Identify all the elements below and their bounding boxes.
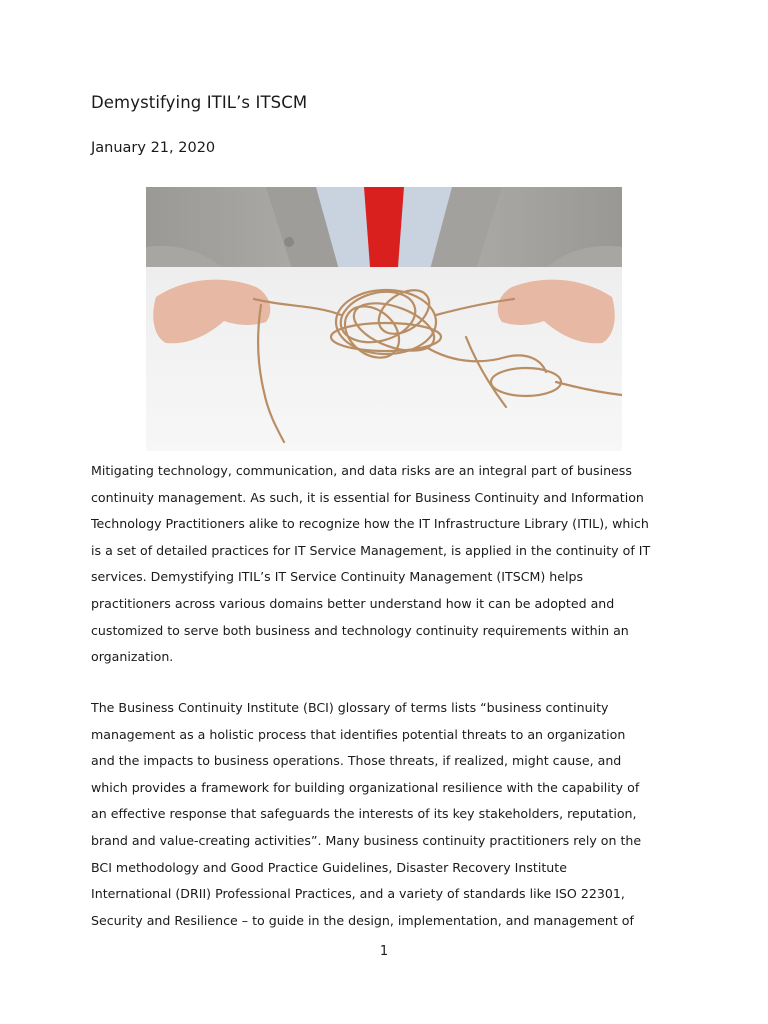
paragraph-line: Mitigating technology, communication, and data risks are an integral part of business [91, 463, 632, 478]
paragraph-intro [91, 458, 691, 671]
paragraph-line: is a set of detailed practices for IT Service Management, is applied in the continuity of IT [91, 542, 651, 558]
paragraph-line: customized to serve both business and technology continuity requirements within an [91, 622, 629, 638]
paragraph-line: BCI methodology and Good Practice Guidelines, Disaster Recovery Institute [91, 859, 567, 875]
paragraph-bci [91, 695, 691, 934]
paragraph-line: continuity management. As such, it is essential for Business Continuity and Information [91, 489, 644, 505]
page-number: 1 [379, 944, 389, 959]
paragraph-line: International (DRII) Professional Practices, and a variety of standards like ISO 22301, [91, 886, 625, 902]
paragraph-line: practitioners across various domains better understand how it can be adopted and [91, 595, 615, 611]
paragraph-line: and the impacts to business operations. Those threats, if realized, might cause, and [91, 753, 622, 769]
document-date: January 21, 2020 [91, 140, 216, 156]
paragraph-line: The Business Continuity Institute (BCI) glossary of terms lists “business continuity [91, 700, 609, 715]
paragraph-line: services. Demystifying ITIL’s IT Service Continuity Management (ITSCM) helps [91, 569, 584, 585]
paragraph-line: management as a holistic process that identifies potential threats to an organization [91, 726, 626, 742]
paragraph-line: Security and Resilience – to guide in the design, implementation, and management of [91, 912, 634, 928]
paragraph-line: organization. [91, 649, 174, 665]
article-photo [146, 187, 622, 451]
paragraph-line: brand and value-creating activities”. Many business continuity practitioners rely on the [91, 832, 642, 848]
paragraph-line: Technology Practitioners alike to recognize how the IT Infrastructure Library (ITIL), which [91, 516, 649, 532]
document-title: Demystifying ITIL’s ITSCM [91, 93, 308, 112]
photo-tangled-rope-icon [146, 187, 622, 451]
paragraph-line: which provides a framework for building organizational resilience with the capability of [91, 779, 640, 795]
paragraph-line: an effective response that safeguards the interests of its key stakeholders, reputation, [91, 806, 637, 822]
